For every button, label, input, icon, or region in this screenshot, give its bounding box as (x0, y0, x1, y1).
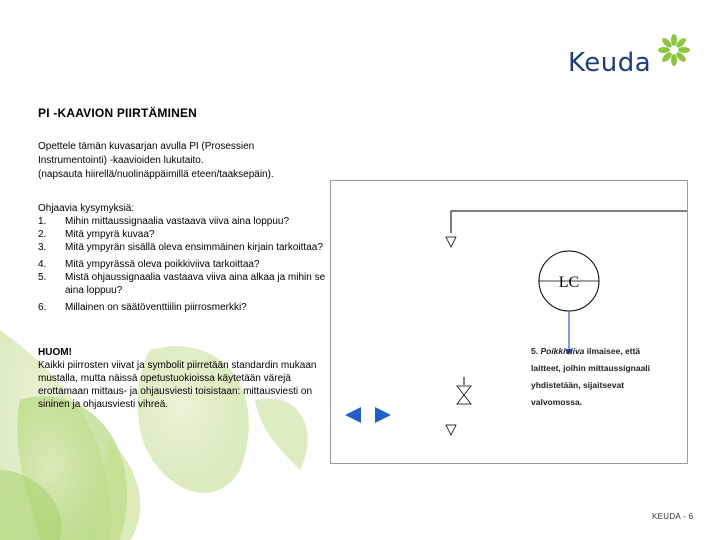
question-item (38, 271, 328, 297)
question-number: 1. (38, 216, 47, 227)
callout-line: valvomossa. (531, 397, 583, 407)
back-arrow-icon (345, 407, 361, 423)
callout-prefix: 5. (531, 346, 541, 356)
callout-rest: ilmaisee, että (584, 346, 641, 356)
note-body: Kaikki piirrosten viivat ja symbolit piirretään standardin mukaan mustalla, mutta näissä opetustuokioissa käytetään värejä erottamaan mittaus- ja ohjausviesti toisistaan: mittausviesti on sininen ja ohjausviesti vihreä. (38, 360, 317, 410)
control-line (451, 211, 687, 233)
instrument-label: LC (558, 274, 580, 291)
valve-lower-triangle-icon (457, 395, 471, 404)
question-item (38, 228, 328, 241)
logo-flower-icon (656, 32, 692, 68)
pi-diagram-drawing (331, 181, 687, 463)
question-text: Mitä ympyrän sisällä oleva ensimmäinen kirjain tarkoittaa? (65, 242, 323, 253)
valve-upper-triangle-icon (457, 386, 471, 395)
callout-highlight: Poikkiviiva (540, 346, 585, 356)
keuda-logo (568, 32, 651, 82)
intro-line: Opettele tämän kuvasarjan avulla PI (Prosessien (38, 141, 255, 152)
intro-line: Instrumentointi) -kaavioiden lukutaito. (38, 155, 204, 166)
forward-arrow-icon (375, 407, 391, 423)
logo-text: Keuda (568, 48, 652, 78)
question-number: 3. (38, 242, 47, 253)
question-number: 5. (38, 272, 47, 283)
question-text: Mitä ympyrässä oleva poikkiviiva tarkoittaa? (65, 259, 260, 270)
question-number: 4. (38, 259, 47, 270)
explanation-callout (531, 343, 681, 411)
question-item (38, 301, 328, 314)
question-item (38, 215, 328, 228)
page-title: PI -KAAVION PIIRTÄMINEN (38, 106, 198, 120)
question-number: 6. (38, 302, 47, 313)
question-number: 2. (38, 229, 47, 240)
questions-heading: Ohjaavia kysymyksiä: (38, 203, 135, 214)
note-title: HUOM! (38, 347, 72, 358)
intro-text (38, 140, 308, 182)
question-text: Millainen on säätöventtiilin piirrosmerkki? (65, 302, 247, 313)
question-item (38, 258, 328, 271)
callout-line: laitteet, joihin mittaussignaali (531, 363, 651, 373)
question-text: Mistä ohjaussignaalia vastaava viiva aina alkaa ja mihin se aina loppuu? (65, 272, 326, 296)
question-text: Mitä ympyrä kuvaa? (65, 229, 155, 240)
guiding-questions (38, 202, 328, 314)
footer-page-number: KEUDA - 6 (652, 512, 694, 521)
pi-diagram (330, 180, 688, 464)
note-box (38, 346, 328, 411)
level-indicator-icon (446, 425, 456, 435)
control-valve-top-icon (446, 237, 456, 247)
question-text: Mihin mittaussignaalia vastaava viiva aina loppuu? (65, 216, 290, 227)
callout-line: yhdistetään, sijaitsevat (531, 380, 625, 390)
question-item (38, 241, 328, 254)
intro-line: (napsauta hiirellä/nuolinäppäimillä eteen/taaksepäin). (38, 169, 274, 180)
